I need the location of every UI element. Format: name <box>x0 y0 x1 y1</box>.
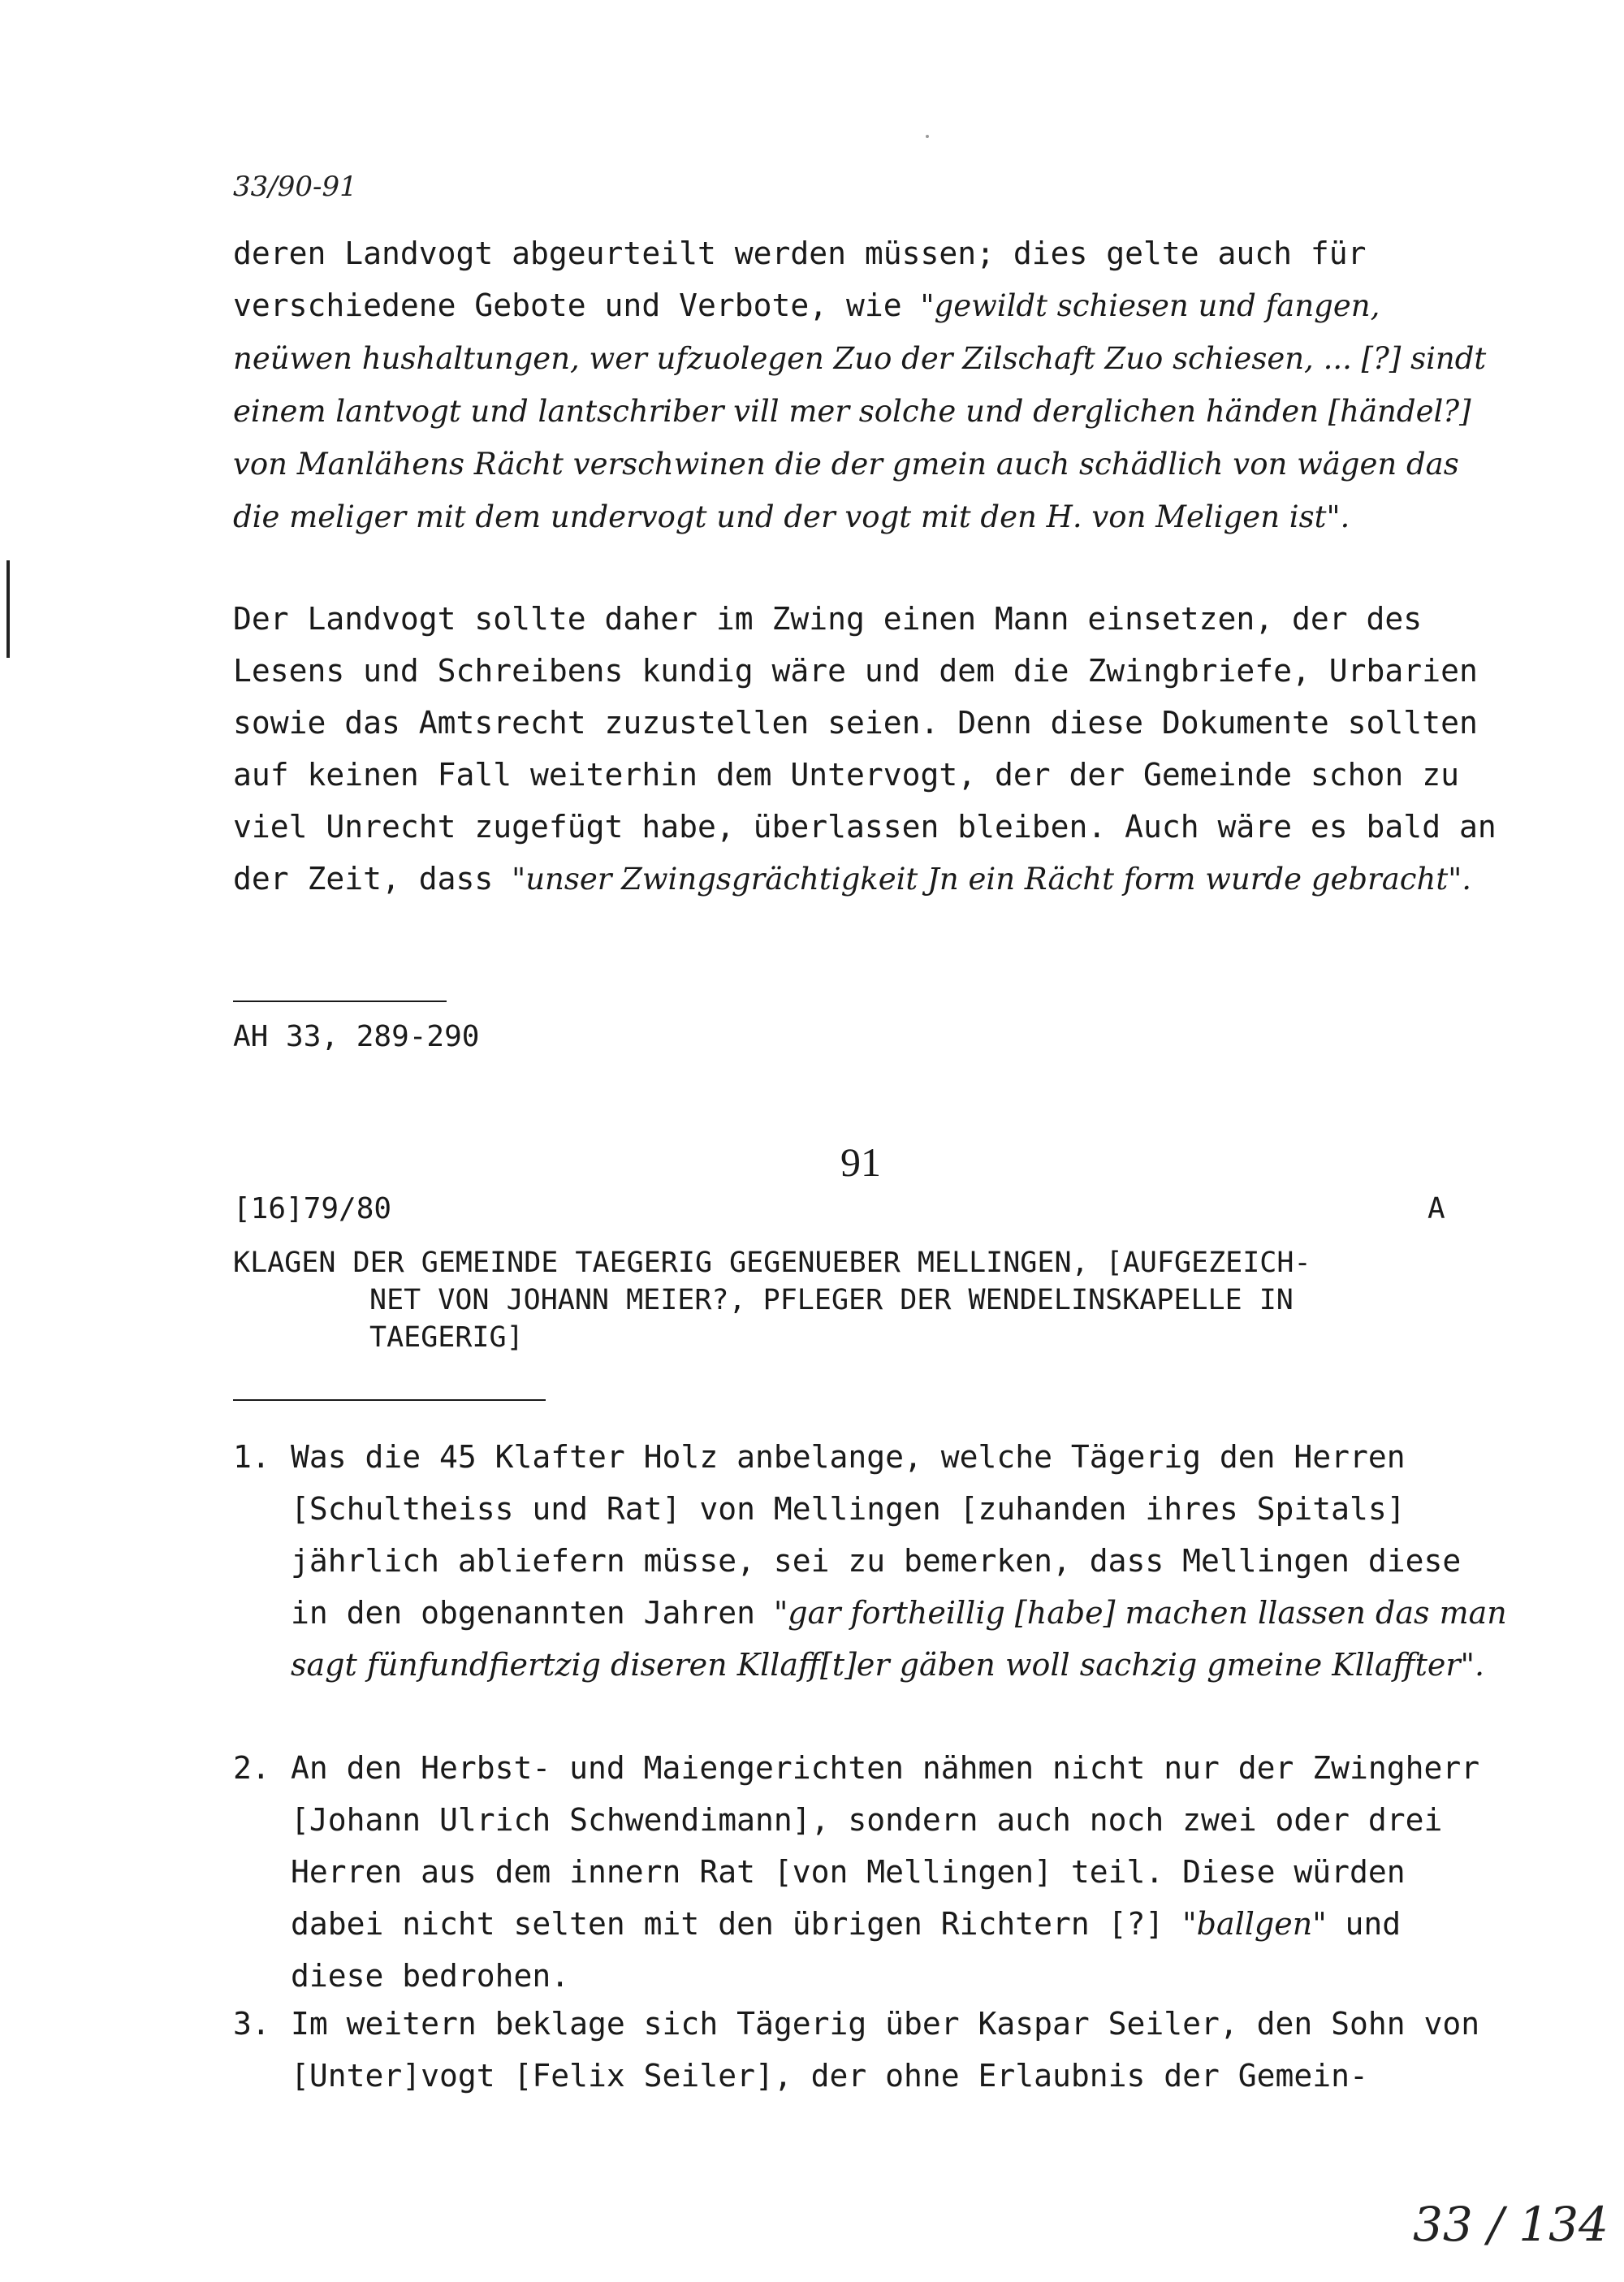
paragraph-quote: "gewildt schiesen und fangen, neüwen hushaltungen, wer ufzuolegen Zuo der Zilschaft Zuo schiesen, ... [?] sindt einem lantvogt und lantschriber vill mer solche und derglichen händen [händel?] von Manlähens Rächt verschwinen die der gmein auch schädlich von wägen das die meliger mit dem undervogt und der vogt mit den H. von Meligen ist". <box>233 288 1487 534</box>
scan-speck <box>926 135 929 138</box>
list-item-text <box>291 1998 1509 2102</box>
source-reference: AH 33, 289-290 <box>233 1020 480 1053</box>
list-item-number: 1. <box>233 1439 270 1475</box>
document-date: [16]79/80 <box>233 1192 392 1225</box>
continuation-paragraph-1 <box>233 227 1508 543</box>
item-quote: "ballgen" <box>1182 1906 1327 1942</box>
list-item-number: 3. <box>233 2006 270 2042</box>
list-item-text <box>291 1431 1509 1691</box>
continuation-paragraph-2 <box>233 593 1508 905</box>
heading-line: TAEGERIG] <box>369 1321 524 1354</box>
item-text: An den Herbst- und Maiengerichten nähmen nicht nur der Zwingherr [Johann Ulrich Schwendimann], sondern auch noch zwei oder drei Herren aus dem innern Rat [von Mellingen] teil. Diese würden dabei nicht selten mit den übrigen Richtern [?] <box>291 1750 1480 1942</box>
list-item-number: 2. <box>233 1750 270 1786</box>
heading-line: NET VON JOHANN MEIER?, PFLEGER DER WENDELINSKAPELLE IN <box>369 1284 1294 1316</box>
page-reference: 33/90-91 <box>233 171 357 203</box>
item-text-after: und diese bedrohen. <box>291 1906 1402 1994</box>
paragraph-text: Der Landvogt sollte daher im Zwing einen Mann einsetzen, der des Lesens und Schreibens kundig wäre und dem die Zwingbriefe, Urbarien sowie das Amtsrecht zuzustellen seien. Denn diese Dokumente sollten auf keinen Fall weiterhin dem Untervogt, der der Gemeinde schon zu viel Unrecht zugefügt habe, überlassen bleiben. Auch wäre es bald an der Zeit, dass <box>233 601 1497 897</box>
paragraph-quote: "unser Zwingsgrächtigkeit Jn ein Rächt form wurde gebracht". <box>512 862 1471 897</box>
document-heading <box>233 1244 1484 1356</box>
list-item-text <box>291 1742 1509 2002</box>
item-quote: "gar fortheillig [habe] machen llassen das man sagt fünfundfiertzig diseren Kllaff[t]er gäben woll sachzig gmeine Kllaffter". <box>291 1595 1507 1683</box>
footnote-divider <box>233 1001 447 1002</box>
paragraph-text: deren Landvogt abgeurteilt werden müssen; dies gelte auch für verschiedene Gebote und Verbote, wie <box>233 236 1367 323</box>
margin-mark <box>6 560 10 658</box>
item-text: Im weitern beklage sich Tägerig über Kaspar Seiler, den Sohn von [Unter]vogt [Felix Seiler], der ohne Erlaubnis der Gemein- <box>291 2006 1480 2094</box>
document-letter: A <box>1427 1192 1445 1225</box>
folio-number: 33 / 134 <box>1413 2197 1609 2252</box>
heading-divider <box>233 1399 546 1401</box>
item-text: Was die 45 Klafter Holz anbelange, welche Tägerig den Herren [Schultheiss und Rat] von Mellingen [zuhanden ihres Spitals] jährlich abliefern müsse, sei zu bemerken, dass Mellingen diese in den obgenannten Jahren <box>291 1439 1462 1631</box>
heading-line: KLAGEN DER GEMEINDE TAEGERIG GEGENUEBER MELLINGEN, [AUFGEZEICH- <box>233 1247 1311 1279</box>
document-number: 91 <box>840 1139 881 1185</box>
